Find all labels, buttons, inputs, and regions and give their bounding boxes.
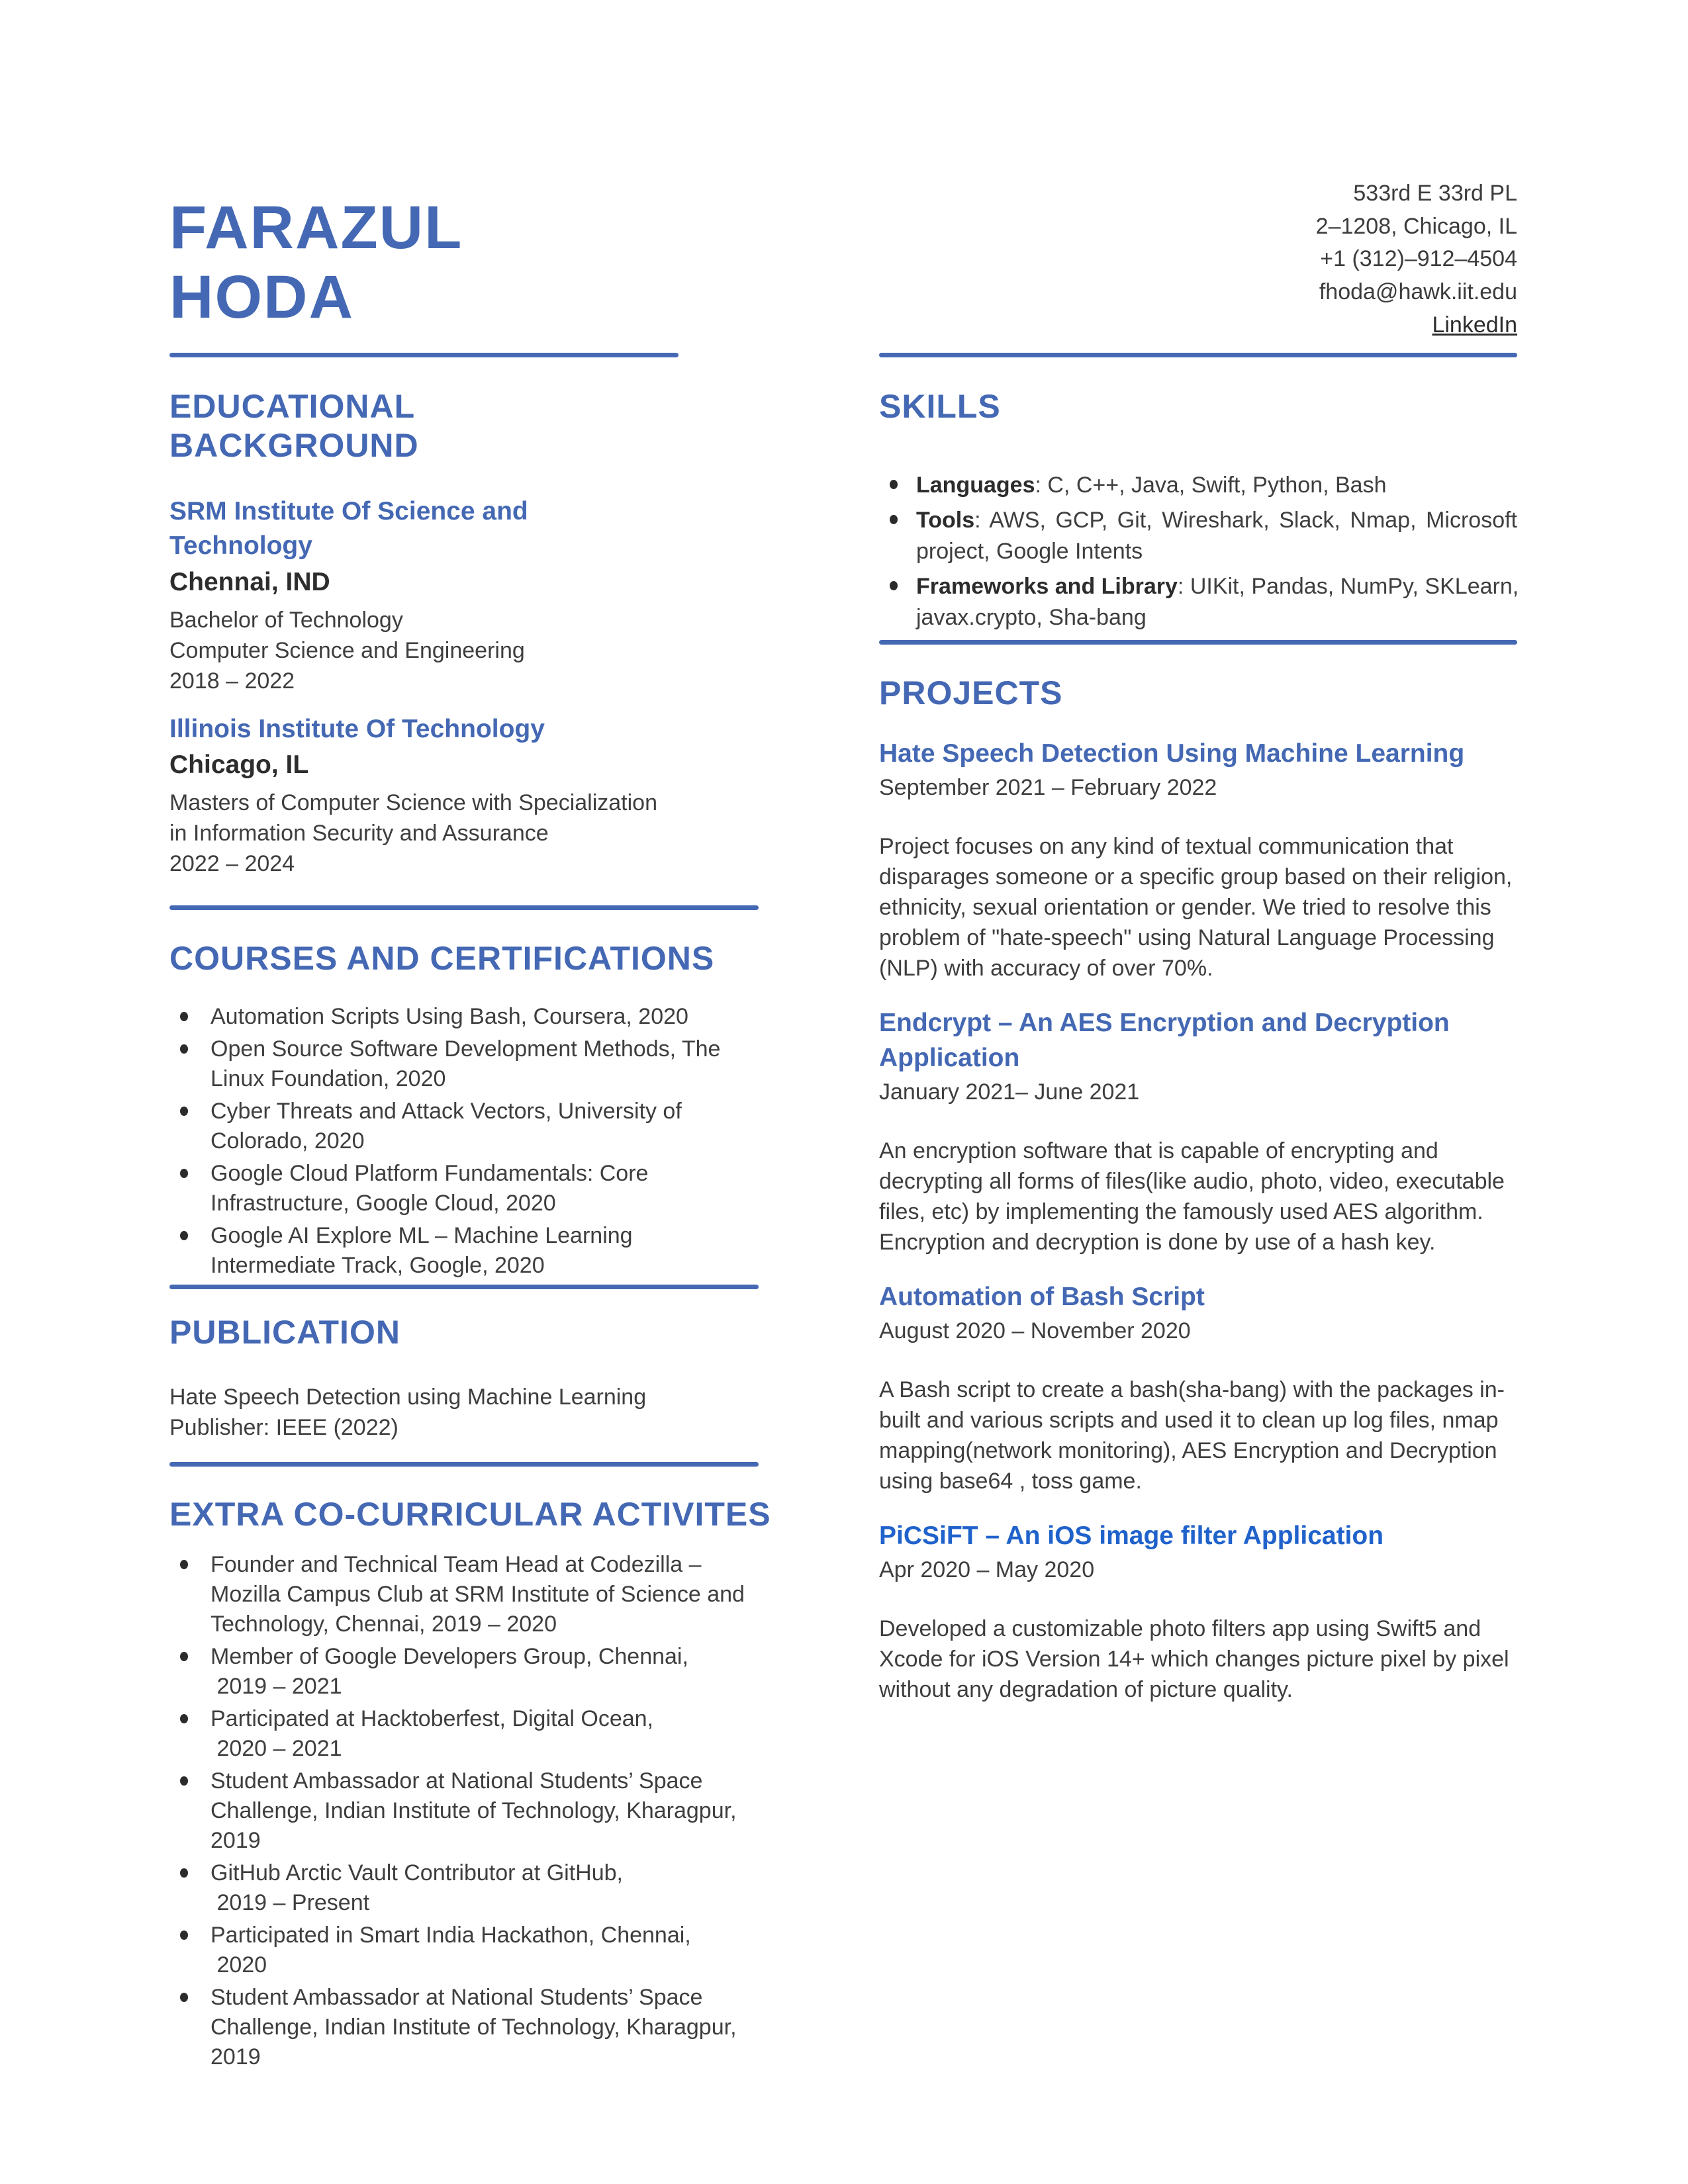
activity-line: Student Ambassador at National Students’ Space	[211, 1985, 703, 2011]
project-dates: September 2021 – February 2022	[879, 775, 1217, 801]
course-item	[169, 1159, 759, 1218]
activity-line: Founder and Technical Team Head at Codezilla –	[211, 1552, 702, 1578]
skill-label: Frameworks and Library	[916, 574, 1178, 599]
project-endcrypt	[879, 1006, 1517, 1257]
school-details	[169, 605, 759, 696]
person-name-line2: HODA	[169, 263, 354, 331]
contact-phone: +1 (312)–912–4504	[1320, 246, 1517, 272]
project-title: Endcrypt – An AES Encryption and Decryption Application	[879, 1009, 1450, 1072]
activity-line: Student Ambassador at National Students’ Space	[211, 1768, 703, 1794]
course-item	[169, 1097, 759, 1156]
contact-address-line2: 2–1208, Chicago, IL	[1315, 213, 1517, 239]
publication-publisher-line: Publisher: IEEE (2022)	[169, 1415, 399, 1441]
section-divider	[169, 1462, 759, 1467]
skill-line: project, Google Intents	[916, 539, 1143, 564]
activity-line: 2019 – 2021	[211, 1674, 342, 1700]
major-line: Computer Science and Engineering	[169, 637, 525, 663]
skill-line: javax.crypto, Sha-bang	[916, 605, 1147, 630]
course-item	[169, 1034, 759, 1094]
header-divider-left	[169, 353, 679, 357]
degree-line: Masters of Computer Science with Specialization	[169, 790, 657, 816]
skill-item-tools	[879, 505, 1517, 567]
contact-email: fhoda@hawk.iit.edu	[1319, 279, 1517, 304]
person-name-line1: FARAZUL	[169, 194, 463, 261]
person-name	[169, 193, 463, 332]
skill-line	[916, 505, 1517, 536]
activity-item	[169, 1550, 759, 1639]
section-title-projects: PROJECTS	[879, 674, 1063, 711]
school-location: Chennai, IND	[169, 567, 330, 596]
project-dates: January 2021– June 2021	[879, 1079, 1140, 1105]
activity-line: GitHub Arctic Vault Contributor at GitHub,	[211, 1860, 623, 1886]
skills-list	[879, 470, 1517, 633]
course-line: Intermediate Track, Google, 2020	[211, 1253, 545, 1279]
left-column	[169, 387, 771, 2075]
project-description: An encryption software that is capable of encrypting and decrypting all forms of files(like audio, photo, video, executable files, etc) by implementing the famously used AES algorithm. Encryption and decryption is done by use of a hash key.	[879, 1138, 1505, 1255]
course-line: Colorado, 2020	[211, 1128, 365, 1154]
course-line: Cyber Threats and Attack Vectors, University of	[211, 1099, 682, 1124]
activity-line: 2020 – 2021	[211, 1736, 342, 1762]
project-picsift	[879, 1519, 1517, 1705]
project-bash-automation	[879, 1280, 1517, 1496]
section-divider	[169, 905, 759, 910]
courses-list	[169, 1002, 759, 1281]
project-dates: Apr 2020 – May 2020	[879, 1557, 1095, 1583]
skill-values: : UIKit, Pandas, NumPy, SKLearn,	[1177, 574, 1519, 599]
course-line: Automation Scripts Using Bash, Coursera, 2020	[211, 1004, 688, 1030]
activity-line: Challenge, Indian Institute of Technology, Kharagpur,	[211, 1798, 737, 1824]
activity-line: 2019	[211, 2044, 261, 2070]
degree-line: Bachelor of Technology	[169, 607, 403, 633]
course-line: Google Cloud Platform Fundamentals: Core	[211, 1161, 649, 1187]
activity-item	[169, 1858, 759, 1918]
skill-line	[916, 571, 1517, 602]
activity-item	[169, 1921, 759, 1980]
course-item	[169, 1221, 759, 1281]
activity-line: Member of Google Developers Group, Chennai,	[211, 1644, 688, 1670]
project-title: Hate Speech Detection Using Machine Learning	[879, 739, 1465, 768]
school-details	[169, 788, 759, 879]
project-description: Developed a customizable photo filters app using Swift5 and Xcode for iOS Version 14+ which changes picture pixel by pixel without any degradation of picture quality.	[879, 1616, 1509, 1703]
skill-label: Tools	[916, 508, 975, 533]
publication-title-line: Hate Speech Detection using Machine Learning	[169, 1385, 647, 1410]
activity-line: Participated in Smart India Hackathon, Chennai,	[211, 1923, 691, 1948]
activity-line: Technology, Chennai, 2019 – 2020	[211, 1612, 557, 1637]
degree-line2: in Information Security and Assurance	[169, 821, 549, 846]
publication-body	[169, 1382, 759, 1443]
project-title: Automation of Bash Script	[879, 1282, 1205, 1311]
right-column	[879, 387, 1517, 1705]
dates-line: 2022 – 2024	[169, 851, 295, 877]
section-title-activities: EXTRA CO-CURRICULAR ACTIVITES	[169, 1496, 771, 1533]
skill-label: Languages	[916, 473, 1035, 498]
activity-line: 2019	[211, 1828, 261, 1854]
activity-line: 2019 – Present	[211, 1890, 370, 1916]
project-hate-speech	[879, 737, 1517, 983]
activity-item	[169, 1983, 759, 2072]
activity-item	[169, 1766, 759, 1856]
activity-line: 2020	[211, 1952, 267, 1978]
skill-values: : C, C++, Java, Swift, Python, Bash	[1035, 473, 1387, 498]
activities-list	[169, 1550, 759, 2072]
activity-line: Challenge, Indian Institute of Technology, Kharagpur,	[211, 2015, 737, 2040]
linkedin-link[interactable]: LinkedIn	[1432, 312, 1517, 338]
skill-item-frameworks	[879, 571, 1517, 633]
skill-line	[916, 470, 1517, 501]
education-entry-srm	[169, 494, 759, 696]
section-title-educational-background: EDUCATIONAL BACKGROUND	[169, 388, 419, 464]
project-dates: August 2020 – November 2020	[879, 1318, 1191, 1343]
section-title-publication: PUBLICATION	[169, 1314, 400, 1351]
header-divider-right	[879, 353, 1517, 357]
skill-values: : AWS, GCP, Git, Wireshark, Slack, Nmap, Microsoft	[974, 508, 1517, 533]
section-divider	[879, 640, 1517, 645]
project-description: Project focuses on any kind of textual communication that disparages someone or a specific group based on their religion, ethnicity, sexual orientation or gender. We tried to resolve this problem of "hate-speech" using Natural Language Processing (NLP) with accuracy of over 70%.	[879, 834, 1513, 981]
school-name: Illinois Institute Of Technology	[169, 714, 545, 743]
course-line: Google AI Explore ML – Machine Learning	[211, 1223, 633, 1249]
contact-block	[1316, 177, 1517, 341]
course-item	[169, 1002, 759, 1032]
course-line: Infrastructure, Google Cloud, 2020	[211, 1191, 556, 1216]
contact-address-line1: 533rd E 33rd PL	[1353, 181, 1517, 206]
project-title: PiCSiFT – An iOS image filter Application	[879, 1522, 1384, 1550]
education-entry-iit	[169, 712, 759, 880]
school-name: SRM Institute Of Science and Technology	[169, 497, 528, 561]
section-title-skills: SKILLS	[879, 388, 1001, 425]
activity-item	[169, 1704, 759, 1764]
section-divider	[169, 1285, 759, 1289]
course-line: Linux Foundation, 2020	[211, 1066, 446, 1092]
project-description: A Bash script to create a bash(sha-bang) with the packages in-built and various scripts and used it to clean up log files, nmap mapping(network monitoring), AES Encryption and Decryption using base64 , toss game.	[879, 1377, 1505, 1494]
section-title-courses: COURSES AND CERTIFICATIONS	[169, 940, 715, 978]
school-location: Chicago, IL	[169, 751, 309, 779]
activity-line: Mozilla Campus Club at SRM Institute of Science and	[211, 1582, 745, 1608]
activity-line: Participated at Hacktoberfest, Digital Ocean,	[211, 1706, 653, 1732]
dates-line: 2018 – 2022	[169, 668, 295, 694]
activity-item	[169, 1642, 759, 1702]
skill-item-languages	[879, 470, 1517, 501]
course-line: Open Source Software Development Methods, The	[211, 1036, 721, 1062]
